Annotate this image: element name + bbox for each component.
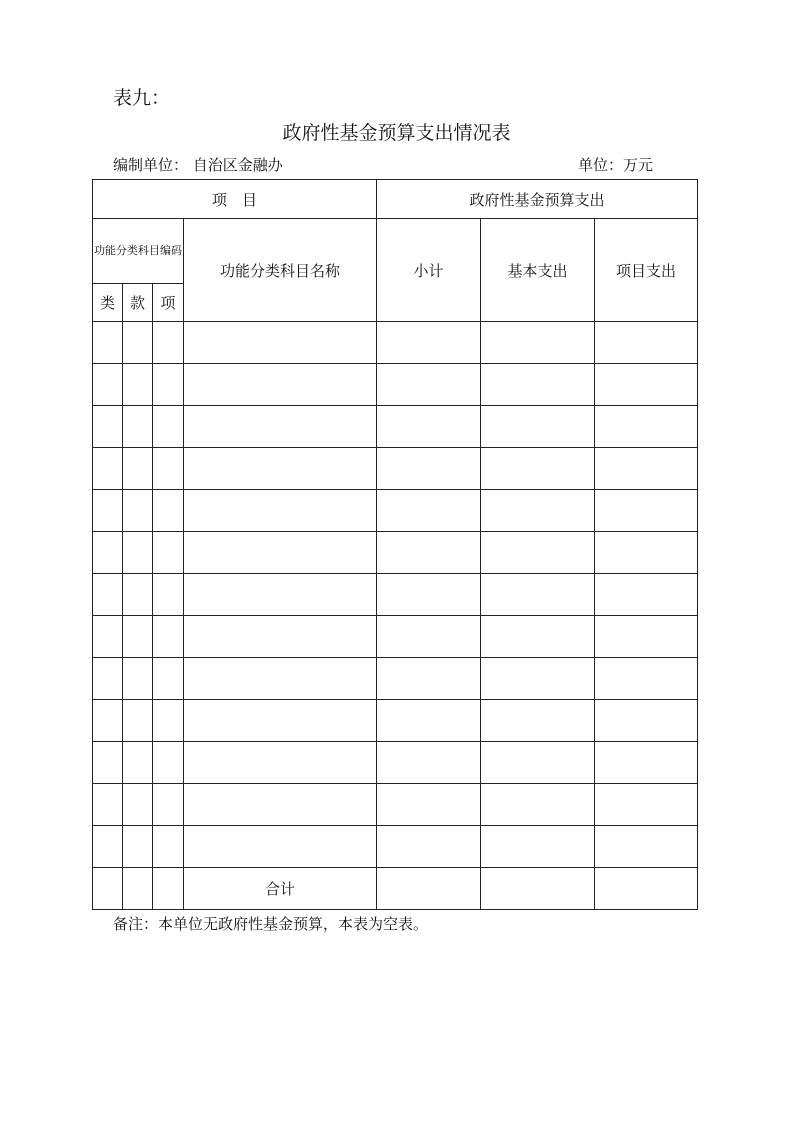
table-cell — [184, 826, 377, 868]
table-cell — [481, 406, 595, 448]
total-row — [93, 868, 698, 910]
table-cell — [93, 658, 123, 700]
table-row — [93, 448, 698, 490]
table-row — [93, 700, 698, 742]
table-row — [93, 364, 698, 406]
table-cell — [377, 658, 481, 700]
table-cell — [93, 574, 123, 616]
code-xiang-header: 项 — [153, 284, 184, 322]
table-cell — [184, 532, 377, 574]
table-cell — [123, 868, 153, 910]
table-cell — [377, 532, 481, 574]
table-cell — [153, 826, 184, 868]
table-cell — [93, 406, 123, 448]
table-cell — [93, 322, 123, 364]
table-cell — [595, 322, 698, 364]
header-row-group — [93, 180, 698, 219]
table-cell — [93, 826, 123, 868]
table-cell — [184, 658, 377, 700]
table-cell — [481, 448, 595, 490]
table-cell — [595, 868, 698, 910]
table-row — [93, 826, 698, 868]
table-cell — [93, 742, 123, 784]
table-cell — [153, 742, 184, 784]
table-cell — [153, 700, 184, 742]
table-row — [93, 406, 698, 448]
code-lei-header: 类 — [93, 284, 123, 322]
name-header: 功能分类科目名称 — [184, 219, 377, 322]
budget-expenditure-table — [92, 179, 698, 910]
table-cell — [377, 364, 481, 406]
table-cell — [184, 742, 377, 784]
table-cell — [153, 574, 184, 616]
table-cell — [377, 322, 481, 364]
table-cell — [595, 742, 698, 784]
table-cell — [184, 574, 377, 616]
table-row — [93, 490, 698, 532]
table-row — [93, 742, 698, 784]
table-cell — [595, 490, 698, 532]
table-cell — [595, 364, 698, 406]
table-cell — [595, 448, 698, 490]
table-cell — [123, 658, 153, 700]
table-cell — [377, 784, 481, 826]
table-cell — [153, 448, 184, 490]
table-cell — [93, 700, 123, 742]
table-cell — [595, 574, 698, 616]
subtotal-header: 小计 — [377, 219, 481, 322]
table-cell — [184, 448, 377, 490]
table-cell — [153, 490, 184, 532]
table-cell — [184, 616, 377, 658]
table-cell — [93, 868, 123, 910]
table-cell — [93, 616, 123, 658]
table-cell — [481, 784, 595, 826]
table-cell — [595, 532, 698, 574]
table-cell — [481, 700, 595, 742]
table-cell — [595, 700, 698, 742]
table-cell — [93, 364, 123, 406]
total-label: 合计 — [184, 868, 377, 910]
table-cell — [123, 406, 153, 448]
table-cell — [481, 532, 595, 574]
document-title: 政府性基金预算支出情况表 — [282, 122, 511, 144]
table-cell — [184, 700, 377, 742]
table-row — [93, 616, 698, 658]
code-header: 功能分类科目编码 — [93, 219, 184, 284]
table-row — [93, 574, 698, 616]
table-cell — [93, 532, 123, 574]
table-row — [93, 532, 698, 574]
table-cell — [481, 658, 595, 700]
table-cell — [595, 826, 698, 868]
table-cell — [153, 784, 184, 826]
table-cell — [481, 868, 595, 910]
table-row — [93, 784, 698, 826]
table-cell — [377, 868, 481, 910]
table-cell — [153, 868, 184, 910]
table-cell — [184, 364, 377, 406]
table-cell — [377, 406, 481, 448]
table-cell — [123, 784, 153, 826]
table-cell — [481, 574, 595, 616]
table-cell — [184, 784, 377, 826]
table-cell — [153, 658, 184, 700]
table-cell — [377, 826, 481, 868]
table-cell — [481, 322, 595, 364]
table-cell — [377, 616, 481, 658]
table-cell — [481, 490, 595, 532]
table-cell — [481, 364, 595, 406]
table-row — [93, 322, 698, 364]
table-cell — [377, 574, 481, 616]
table-cell — [153, 616, 184, 658]
table-cell — [123, 742, 153, 784]
table-cell — [595, 658, 698, 700]
table-cell — [123, 700, 153, 742]
table-cell — [123, 574, 153, 616]
table-cell — [153, 532, 184, 574]
table-cell — [184, 406, 377, 448]
table-cell — [595, 784, 698, 826]
table-cell — [377, 490, 481, 532]
table-cell — [153, 406, 184, 448]
table-cell — [123, 322, 153, 364]
table-cell — [377, 700, 481, 742]
table-cell — [123, 448, 153, 490]
table-cell — [481, 826, 595, 868]
currency-unit: 单位：万元 — [578, 156, 654, 174]
table-cell — [123, 490, 153, 532]
table-label: 表九： — [113, 87, 171, 109]
table-cell — [595, 406, 698, 448]
compiling-unit: 编制单位： 自治区金融办 — [113, 156, 283, 174]
table-cell — [184, 490, 377, 532]
header-row-columns — [93, 219, 698, 284]
table-cell — [123, 364, 153, 406]
table-cell — [123, 616, 153, 658]
table-cell — [595, 616, 698, 658]
table-cell — [481, 616, 595, 658]
group-header-item: 项 目 — [93, 180, 377, 219]
table-cell — [93, 784, 123, 826]
table-cell — [153, 322, 184, 364]
table-cell — [123, 532, 153, 574]
table-cell — [184, 322, 377, 364]
table-cell — [123, 826, 153, 868]
project-expenditure-header: 项目支出 — [595, 219, 698, 322]
table-cell — [93, 490, 123, 532]
table-cell — [153, 364, 184, 406]
code-kuan-header: 款 — [123, 284, 153, 322]
group-header-budget: 政府性基金预算支出 — [377, 180, 698, 219]
table-cell — [377, 448, 481, 490]
table-cell — [93, 448, 123, 490]
table-cell — [481, 742, 595, 784]
footer-note: 备注：本单位无政府性基金预算，本表为空表。 — [113, 915, 429, 933]
basic-expenditure-header: 基本支出 — [481, 219, 595, 322]
table-row — [93, 658, 698, 700]
table-cell — [377, 742, 481, 784]
